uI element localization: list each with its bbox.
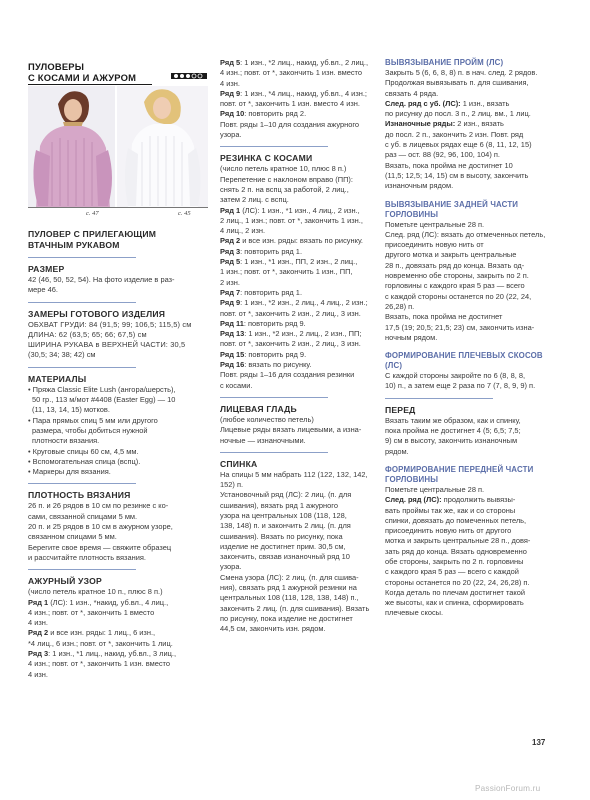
back-neck-heading-line1: ВЫВЯЗЫВАНИЕ ЗАДНЕЙ ЧАСТИ [385, 199, 519, 209]
divider [28, 569, 136, 570]
text-line: Закрыть 5 (6, 6, 8, 8) п. в нач. след. 2 рядов. [385, 68, 538, 77]
text-line: (11,5; 12,5; 14, 15) см в высоту, закончить [385, 170, 529, 180]
article-title-line2: С КОСАМИ И АЖУРОМ [28, 73, 152, 86]
text-line: Пометьте центральные 28 п. [385, 484, 485, 494]
row-text: и все изн. ряды: 1 лиц., 6 изн., [48, 628, 156, 638]
materials-line: • Круговые спицы 60 см, 4,5 мм. [28, 446, 139, 456]
pattern-title-line2: ВТАЧНЫМ РУКАВОМ [28, 240, 120, 250]
row-text: : 1 изн., *2 изн., 2 лиц., 2 изн., ПП; [244, 329, 362, 339]
text-line: новременно обе стороны, закрыть по 2 п. [385, 271, 529, 281]
text-line: 28 п., довязать ряд до конца. Вязать од- [385, 260, 525, 270]
row-label: Ряд 2 [220, 236, 241, 246]
row-label: Ряд 15 [220, 349, 245, 359]
next-row [385, 495, 550, 505]
front-heading: ПЕРЕД [385, 404, 416, 415]
article-title-block [28, 62, 208, 85]
text-line: Повт. ряды 1–16 для создания резинки [220, 370, 355, 380]
text-line: повт. от *, закончить 2 изн., 2 лиц., 3 изн. [220, 339, 361, 349]
armhole-heading: ВЫВЯЗЫВАНИЕ ПРОЙМ (ЛС) [385, 58, 504, 67]
text-line: Лицевые ряды вязать лицевыми, а изна- [220, 425, 362, 435]
rib-row-15 [220, 350, 370, 360]
row-label: Ряд 16 [220, 360, 245, 370]
lace-line: *4 лиц., 6 изн.; повт. от *, закончить 1 лиц. [28, 638, 173, 648]
divider [220, 397, 328, 398]
text-line: Установочный ряд (ЛС): 2 лиц. (п. для [220, 490, 352, 500]
materials-line: • Маркеры для вязания. [28, 467, 111, 477]
row-label: Ряд 5 [220, 58, 241, 67]
photo-white-sweater [117, 86, 208, 208]
photo-area [28, 86, 208, 208]
divider [28, 367, 136, 368]
text-line: 44,5 см, закончить изн. рядом. [220, 624, 326, 634]
row-text: : 1 изн., *2 изн., 2 лиц., 4 лиц., 2 изн.; [240, 298, 368, 308]
text-line: центральных 108 (118, 128, 138, 148) п., [220, 593, 359, 603]
text-line: стороны останется по 20 (22, 24, 26,28) п. [385, 577, 530, 587]
row-label: Изнаночные ряды: [385, 119, 456, 129]
lace-line: 4 изн.; повт. от *, закончить 1 вместо [28, 607, 155, 617]
text-line: На спицы 5 мм набрать 112 (122, 132, 142, [220, 469, 368, 479]
difficulty-dots-icon [171, 72, 207, 80]
text-line: Когда деталь по плечам достигнет такой [385, 587, 526, 597]
text-line: же высоты, как и спинка, сформировать [385, 598, 524, 608]
text-line: Повт. ряды 1–10 для создания ажурного [220, 119, 360, 129]
text-line: повт. от *, закончить 2 изн., 2 лиц., 3 изн. [220, 308, 361, 318]
measurements-line: ШИРИНА РУКАВА в ВЕРХНЕЙ ЧАСТИ: 30,5 [28, 340, 186, 350]
text-line: присоединить новую нить от [385, 240, 484, 250]
row-label: След. ряд (ЛС): [385, 495, 442, 505]
divider [28, 257, 136, 258]
text-line: С каждой стороны закройте по 6 (8, 8, 8, [385, 371, 526, 381]
rib-row-3 [220, 247, 370, 257]
measurements-line: ОБХВАТ ГРУДИ: 84 (91,5; 99; 106,5; 115,5) см [28, 319, 192, 329]
text-line: сшивания). Вязать по рисунку, пока [220, 531, 343, 541]
lace-heading: АЖУРНЫЙ УЗОР [28, 576, 102, 587]
rib-row-13 [220, 329, 370, 339]
text-line: узора. [220, 562, 242, 572]
size-text-1: 42 (46, 50, 52, 54). На фото изделие в раз- [28, 275, 175, 284]
front-neck-heading-line1: ФОРМИРОВАНИЕ ПЕРЕДНЕЙ ЧАСТИ [385, 464, 534, 474]
text-line: (число петель кратное 10, плюс 8 п.) [220, 164, 347, 174]
back-neck-heading [385, 200, 550, 220]
text-line: до посл. 2 п., закончить 2 изн. Повт. ряд [385, 129, 524, 139]
gauge-line: сами, связанной спицами 5 мм. [28, 511, 138, 521]
text-line: пока пройма не достигнет 4 (5; 6,5; 7,5; [385, 426, 521, 436]
text-line: изделие не достигнет прим. 30,5 см, [220, 541, 346, 551]
text-line: сшивания), вязать ряд 1 ажурного [220, 500, 338, 510]
back-neck-heading-line2: ГОРЛОВИНЫ [385, 209, 439, 219]
decrease-row [385, 99, 550, 109]
materials-line: • Вспомогательная спица (вспц). [28, 456, 141, 466]
text-line: с каждой стороны останется по 20 (22, 24, [385, 291, 532, 301]
divider [28, 483, 136, 484]
text-line: по рисунку до посл. 3 п., 2 лиц. вм., 1 лиц. [385, 109, 531, 119]
text-line: Вязать, пока пройма не достигнет 10 [385, 160, 513, 170]
text-line: вать проймы так же, как и со стороны [385, 505, 516, 515]
row-text: (ЛС): 1 изн., *1 изн., 4 лиц., 2 изн., [240, 205, 360, 215]
row-label: Ряд 1 [28, 597, 49, 607]
text-line: ния), связать ряд 1 ажурной резинки на [220, 583, 357, 593]
size-heading: РАЗМЕР [28, 264, 65, 274]
size-text-2: мере 46. [28, 285, 58, 295]
rib-row-7 [220, 288, 370, 298]
cable-rib-heading: РЕЗИНКА С КОСАМИ [220, 153, 313, 164]
text-line: 4 изн.; повт. от *, закончить 1 изн. вместо [220, 68, 363, 78]
text-line: 9) см в высоту, закончить изнаночным [385, 436, 518, 446]
row-label: Ряд 1 [220, 205, 241, 215]
row-text: 2 изн., вязать [455, 119, 504, 129]
divider [385, 398, 493, 399]
text-line: по рисунку, пока изделие не достигнет [220, 613, 353, 623]
row-text: продолжить вывязы- [441, 495, 516, 505]
lace-line: 4 изн. [28, 618, 48, 628]
text-line: 1 изн.; повт. от *, закончить 1 изн., ПП, [220, 267, 353, 277]
row-label: Ряд 10 [220, 109, 245, 119]
text-line: зать ряд до конца. Вязать одновременно [385, 546, 527, 556]
text-line: с уб. в лицевых рядах еще 6 (8, 11, 12, 15) [385, 140, 532, 150]
shoulder-heading: ФОРМИРОВАНИЕ ПЛЕЧЕВЫХ СКОСОВ (ЛС) [385, 351, 543, 371]
back-heading: СПИНКА [220, 458, 258, 469]
text-line: узора на центральных 108 (118, 128, [220, 510, 347, 520]
text-line: (любое количество петель) [220, 414, 314, 424]
measurements-heading: ЗАМЕРЫ ГОТОВОГО ИЗДЕЛИЯ [28, 308, 166, 319]
lace-line: 4 изн. [28, 669, 48, 679]
row-text: : повторить ряд 9. [243, 318, 306, 328]
pattern-title-line1: ПУЛОВЕР С ПРИЛЕГАЮЩИМ [28, 229, 157, 239]
row-text: : повторить ряд 1. [240, 246, 303, 256]
divider [220, 146, 328, 147]
text-line: узора. [220, 130, 242, 140]
lace-row-9 [220, 89, 370, 99]
row-text: : 1 изн., *2 лиц., накид, уб.вл., 2 лиц., [240, 58, 369, 67]
lace-row-1 [28, 598, 198, 608]
row-label: Ряд 3 [220, 246, 241, 256]
column-2 [220, 58, 370, 635]
front-neck-heading [385, 465, 550, 485]
row-label: Ряд 5 [220, 257, 241, 267]
materials-line: (11, 13, 14, 15) мотков. [32, 405, 110, 415]
pattern-title [28, 229, 198, 251]
text-line: Перепетение с наклоном вправо (ПП): [220, 174, 353, 184]
rib-row-11 [220, 319, 370, 329]
measurements-line: (30,5; 34; 38; 42) см [28, 350, 96, 360]
row-label: Ряд 11 [220, 318, 244, 328]
text-line: затем 2 лиц. с вспц. [220, 195, 289, 205]
wrong-side-rows [385, 119, 550, 129]
gauge-line: 26 п. и 26 рядов в 10 см по резинке с ко- [28, 501, 169, 511]
lace-row-2 [28, 628, 198, 638]
text-line: Вязать таким же образом, как и спинку, [385, 415, 521, 425]
column-3 [385, 58, 550, 619]
stockinette-heading: ЛИЦЕВАЯ ГЛАДЬ [220, 403, 297, 414]
text-line: снять 2 п. на вспц за работой, 2 лиц., [220, 184, 349, 194]
measurements-line: ДЛИНА: 62 (63,5; 65; 66; 67,5) см [28, 329, 147, 339]
sweater-photos [28, 86, 208, 208]
text-line: спинки, довязать до помеченных петель, [385, 515, 527, 525]
photo-pink-sweater [28, 86, 116, 208]
front-neck-heading-line2: ГОРЛОВИНЫ [385, 474, 439, 484]
text-line: 138, 148) п. и закончить 2 лиц. (п. для [220, 521, 351, 531]
rib-row-16 [220, 360, 370, 370]
text-line: другого мотка и закрыть центральные [385, 250, 517, 260]
text-line: Продолжая вывязывать п. для сшивания, [385, 78, 529, 88]
divider [28, 302, 136, 303]
row-text: : вязать по рисунку. [244, 360, 312, 370]
watermark: PassionForum.ru [475, 784, 541, 793]
text-line: ночным рядом. [385, 332, 438, 342]
photo-caption-right: с. 45 [178, 210, 191, 217]
text-line: горловины с каждого края 5 раз — всего [385, 281, 525, 291]
text-line: 17,5 (19; 20,5; 21,5; 23) см, закончить изна- [385, 322, 535, 332]
text-line: 4 изн. [220, 78, 240, 88]
materials-heading: МАТЕРИАЛЫ [28, 373, 87, 384]
photo-caption-left: с. 47 [86, 210, 99, 217]
photo-captions [28, 208, 208, 222]
column-1 [28, 229, 198, 680]
text-line: 4 лиц., 2 изн. [220, 226, 266, 236]
text-line: 2 лиц., 1 изн.; повт. от *, закончить 1 изн., [220, 215, 363, 225]
text-line: 152) п. [220, 480, 244, 490]
row-text: : повторить ряд 9. [244, 349, 307, 359]
gauge-line: и рассчитайте плотность вязания. [28, 552, 146, 562]
text-line: закончить 2 лиц. (п. для сшивания). Вязать [220, 603, 370, 613]
materials-line: • Пара прямых спиц 5 мм или другого [28, 415, 158, 425]
text-line: повт. от *, закончить 1 изн. вместо 4 изн. [220, 99, 360, 109]
row-label: Ряд 9 [220, 298, 241, 308]
materials-line: размера, чтобы добиться нужной [32, 425, 148, 435]
gauge-line: 20 п. и 25 рядов в 10 см в ажурном узоре, [28, 522, 173, 532]
row-label: Ряд 7 [220, 287, 241, 297]
materials-line: плотности вязания. [32, 436, 100, 446]
rib-row-5 [220, 257, 370, 267]
text-line: плечевые скосы. [385, 608, 444, 618]
row-text: : повторить ряд 2. [244, 109, 307, 119]
gauge-heading: ПЛОТНОСТЬ ВЯЗАНИЯ [28, 490, 131, 501]
materials-line: 50 гр., 113 м/мот #4408 (Easter Egg) — 10 [32, 395, 176, 405]
gauge-line: связанном спицами 5 мм. [28, 532, 117, 542]
row-text: 1 изн., вязать [460, 98, 510, 108]
text-line: связать 4 ряда. [385, 88, 439, 98]
row-label: Ряд 9 [220, 88, 241, 98]
text-line: мотка и закрыть центральные 28 п., довя- [385, 536, 531, 546]
row-text: : 1 изн., *4 лиц., накид, уб.вл., 4 изн.; [240, 88, 367, 98]
lace-row-10 [220, 109, 370, 119]
gauge-line: Берегите свое время — свяжите образец [28, 542, 172, 552]
text-line: с косами. [220, 380, 253, 390]
materials-line: • Пряжа Classic Elite Lush (ангора/шерсть), [28, 384, 176, 394]
text-line: 10) п., а затем еще 2 раза по 7 (7, 8, 9, 9) п. [385, 381, 536, 391]
row-label: Ряд 2 [28, 628, 49, 638]
row-text: : повторить ряд 1. [240, 287, 303, 297]
rib-row-2 [220, 236, 370, 246]
rib-row-9 [220, 298, 370, 308]
lace-line: 4 изн.; повт. от *, закончить 1 изн. вместо [28, 659, 171, 669]
text-line: с каждого края 5 раз — всего с каждой [385, 567, 519, 577]
text-line: присоединить новую нить от другого [385, 526, 512, 536]
article-title-line1: ПУЛОВЕРЫ [28, 61, 85, 72]
row-label: Ряд 13 [220, 329, 245, 339]
divider [220, 452, 328, 453]
row-text: и все изн. ряды: вязать по рисунку. [240, 236, 363, 246]
text-line: закончить, связав изнаночный ряд 10 [220, 552, 350, 562]
text-line: Вязать, пока пройма не достигнет [385, 312, 503, 322]
lace-line: (число петель кратное 10 п., плюс 8 п.) [28, 587, 163, 597]
text-line: раз — ост. 88 (92, 96, 100, 104) п. [385, 150, 500, 160]
text-line: След. ряд (ЛС): вязать до отмеченных петель, [385, 229, 546, 239]
text-line: Пометьте центральные 28 п. [385, 219, 485, 229]
text-line: изнаночным рядом. [385, 181, 454, 191]
lace-row-5 [220, 58, 370, 68]
row-label: След. ряд с уб. (ЛС): [385, 98, 461, 108]
page-number: 137 [532, 738, 546, 747]
rib-row-1 [220, 206, 370, 216]
text-line: рядом. [385, 446, 409, 456]
text-line: 26,28) п. [385, 301, 415, 311]
lace-row-3 [28, 649, 198, 659]
text-line: обе стороны, закрыть по 2 п. горловины [385, 556, 524, 566]
row-label: Ряд 3 [28, 649, 49, 659]
text-line: 2 изн. [220, 277, 240, 287]
text-line: ночные — изнаночными. [220, 435, 306, 445]
row-text: (ЛС): 1 изн., *накид, уб.вл., 4 лиц., [48, 597, 169, 607]
row-text: : 1 изн., *1 изн., ПП, 2 изн., 2 лиц., [240, 257, 358, 267]
row-text: : 1 изн., *1 лиц., накид, уб.вл., 3 лиц., [48, 649, 177, 659]
text-line: Смена узора (ЛС): 2 лиц. (п. для сшива- [220, 572, 359, 582]
